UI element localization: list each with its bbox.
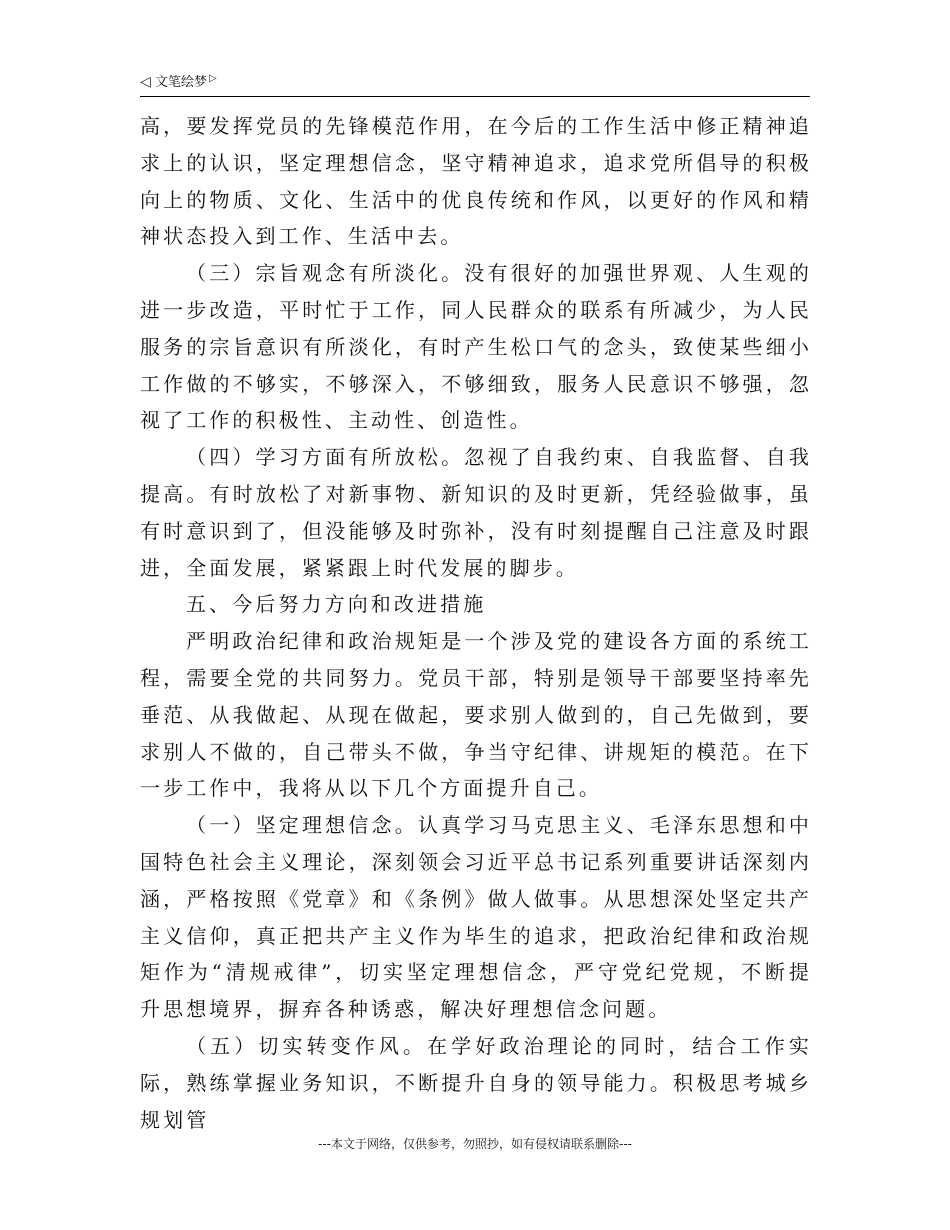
paragraph: 严明政治纪律和政治规矩是一个涉及党的建设各方面的系统工程，需要全党的共同努力。党员干部，特别是领导干部要坚持率先垂范、从我做起、从现在做起，要求别人做到的，自己先做到，要求别人不做的，自己带头不做，争当守纪律、讲规矩的模范。在下一步工作中，我将从以下几个方面提升自己。 xyxy=(140,629,812,801)
page-header xyxy=(140,72,810,97)
header-brand: 文笔绘梦 xyxy=(155,75,208,90)
page-footer: ---本文于网络，仅供参考，勿照抄，如有侵权请联系删除--- xyxy=(318,1137,632,1151)
section-heading: 五、今后努力方向和改进措施 xyxy=(186,592,487,617)
left-triangle-icon: ◁ xyxy=(140,74,151,90)
paragraph: （三）宗旨观念有所淡化。没有很好的加强世界观、人生观的进一步改造，平时忙于工作，同人民群众的联系有所减少，为人民服务的宗旨意识有所淡化，有时产生松口气的念头，致使某些细小工作做的不够实，不够深入，不够细致，服务人民意识不够强，忽视了工作的积极性、主动性、创造性。 xyxy=(140,261,812,433)
paragraph: （五）切实转变作风。在学好政治理论的同时，结合工作实际，熟练掌握业务知识，不断提升自身的领导能力。积极思考城乡规划管 xyxy=(140,1033,812,1132)
paragraph: （一）坚定理想信念。认真学习马克思主义、毛泽东思想和中国特色社会主义理论，深刻领会习近平总书记系列重要讲话深刻内涵，严格按照《党章》和《条例》做人做事。从思想深处坚定共产主义信仰，真正把共产主义作为毕生的追求，把政治纪律和政治规矩作为“清规戒律”，切实坚定理想信念，严守党纪党规，不断提升思想境界，摒弃各种诱惑，解决好理想信念问题。 xyxy=(140,813,812,1022)
paragraph: 高，要发挥党员的先锋模范作用，在今后的工作生活中修正精神追求上的认识，坚定理想信念，坚守精神追求，追求党所倡导的积极向上的物质、文化、生活中的优良传统和作风，以更好的作风和精神状态投入到工作、生活中去。 xyxy=(140,114,812,249)
right-triangle-icon: ▷ xyxy=(209,73,217,84)
paragraph: （四）学习方面有所放松。忽视了自我约束、自我监督、自我提高。有时放松了对新事物、新知识的及时更新，凭经验做事，虽有时意识到了，但没能够及时弥补，没有时刻提醒自己注意及时跟进，全面发展，紧紧跟上时代发展的脚步。 xyxy=(140,445,812,580)
document-body xyxy=(140,108,812,1138)
